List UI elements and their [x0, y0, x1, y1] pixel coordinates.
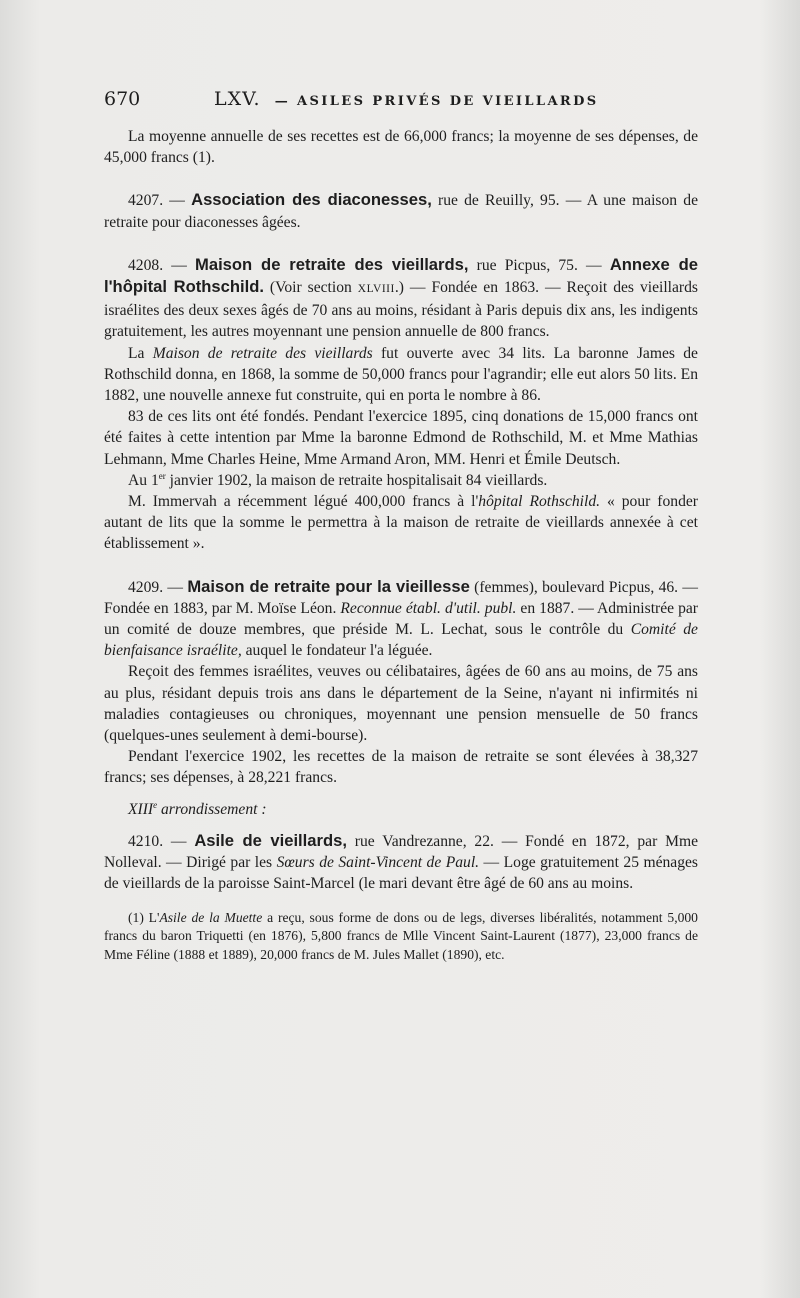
entry-4208-paragraph-5	[104, 491, 698, 555]
entry-text: (Voir section	[263, 279, 358, 297]
entry-number: 4209. —	[128, 578, 188, 596]
italic-run: Asile de la Muette	[159, 909, 263, 925]
intro-paragraph: La moyenne annuelle de ses recettes est de 66,000 francs; la moyenne de ses dépenses, de 45,000 francs (1).	[104, 128, 698, 167]
footnote	[104, 909, 698, 965]
entry-4208-paragraph-3: 83 de ces lits ont été fondés. Pendant l'exercice 1895, cinq donations de 15,000 francs ont été faites à cette intention par Mme la baronne Edmond de Rothschild, M. et Mme Mathias Lehmann, Mme Charles Heine, Mme Armand Aron, MM. Henri et Émile Deutsch.	[104, 408, 698, 468]
running-header	[104, 88, 700, 110]
text-run: M. Immervah a récemment légué 400,000 francs à l'	[128, 493, 479, 511]
entry-number: 4207. —	[128, 192, 192, 210]
italic-run: hôpital Rothschild.	[478, 493, 601, 511]
entry-subtitle: Annexe de l'hôpital Rothschild.	[104, 254, 698, 297]
section-heading	[104, 799, 698, 820]
entry-4208-paragraph-4	[104, 470, 698, 491]
entry-text: — Loge gratuitement 25 ménages de vieillards de la paroisse Saint-Marcel (le mari devant être âgé de 60 ans au moins.	[104, 854, 699, 893]
entry-text: rue Vandrezanne, 22. — Fondé en 1872, par Mme Nolleval. — Dirigé par les	[104, 832, 698, 872]
entry-text: en 1887. — Administrée par un comité de douze membres, que préside M. L. Lechat, sous le contrôle du	[104, 599, 698, 639]
chapter-number: LXV.	[214, 88, 261, 110]
entry-number: 4208. —	[128, 256, 196, 274]
italic-run: Sœurs de Saint-Vincent de Paul.	[276, 854, 480, 872]
italic-run: Maison de retraite des vieillards	[152, 344, 373, 362]
page-body	[104, 126, 698, 965]
entry-4209-paragraph-2: Reçoit des femmes israélites, veuves ou célibataires, âgées de 60 ans au moins, de 75 ans au plus, résidant depuis trois ans dans le département de la Seine, n'ayant ni infirmités ni maladies contagieuses ou chroniques, moyennant une pension mensuelle de 50 francs (quelques-unes seulement à demi-bourse).	[104, 663, 698, 745]
section-reference: XLVIII	[357, 283, 395, 296]
entry-4208-paragraph-2	[104, 343, 698, 407]
entry-title: Asile de vieillards,	[194, 830, 347, 850]
entry-4207	[104, 189, 698, 232]
entry-number: 4210. —	[128, 832, 195, 850]
entry-text: rue Picpus, 75. —	[468, 256, 610, 274]
roman-numeral: XIII	[128, 800, 154, 818]
entry-4209	[104, 576, 698, 662]
text-run: « pour fonder autant de lits que la somme le permettra à la maison de retraite de vieillards annexée à cet établissement ».	[104, 493, 698, 553]
text-run: a reçu, sous forme de dons ou de legs, diverses libéralités, notamment 5,000 francs du baron Triquetti (en 1876), 5,800 francs de Mlle Vincent Saint-Laurent (1877), 23,000 francs de Mme Féline (1888 et 1889), 20,000 francs de M. Jules Mallet (1890), etc.	[104, 909, 698, 963]
section-label: arrondissement :	[157, 800, 267, 818]
entry-text: rue de Reuilly, 95. — A une maison de retraite pour diaconesses âgées.	[104, 192, 698, 231]
entry-4208	[104, 254, 698, 343]
superscript: e	[153, 799, 158, 810]
text-run: fut ouverte avec 34 lits. La baronne James de Rothschild donna, en 1868, la somme de 50,000 francs pour l'agrandir; elle eut alors 50 lits. En 1882, une nouvelle annexe fut construite, qui en porta le nombre à 86.	[104, 344, 698, 405]
entry-4209-paragraph-3: Pendant l'exercice 1902, les recettes de la maison de retraite se sont élevées à 38,327 francs; ses dépenses, à 28,221 francs.	[104, 748, 698, 787]
entry-4210	[104, 830, 698, 895]
entry-text: (femmes), boulevard Picpus, 46. — Fondée en 1883, par M. Moïse Léon.	[104, 578, 698, 617]
entry-text: auquel le fondateur l'a léguée.	[241, 642, 433, 660]
entry-title: Maison de retraite des vieillards,	[195, 254, 469, 274]
text-run: La	[128, 344, 153, 362]
text-run: janvier 1902, la maison de retraite hospitalisait 84 vieillards.	[165, 471, 548, 489]
entry-text: .) — Fondée en 1863. — Reçoit des vieillards israélites des deux sexes âgés de 70 ans au moins, résidant à Paris depuis dix ans, les indigents gratuitement, les autres moyennant une pension annuelle de 800 francs.	[104, 279, 698, 341]
page-number: 670	[104, 88, 141, 110]
entry-title: Maison de retraite pour la vieillesse	[187, 576, 470, 596]
superscript: er	[158, 470, 166, 481]
running-title	[214, 88, 599, 110]
text-run: Au 1	[128, 471, 159, 489]
text-run: (1) L'	[128, 909, 160, 925]
chapter-title: — ASILES PRIVÉS DE VIEILLARDS	[274, 94, 599, 109]
italic-run: Reconnue établ. d'util. publ.	[340, 599, 517, 617]
entry-title: Association des diaconesses,	[191, 190, 432, 210]
italic-run: Comité de bienfaisance israélite,	[104, 621, 698, 660]
